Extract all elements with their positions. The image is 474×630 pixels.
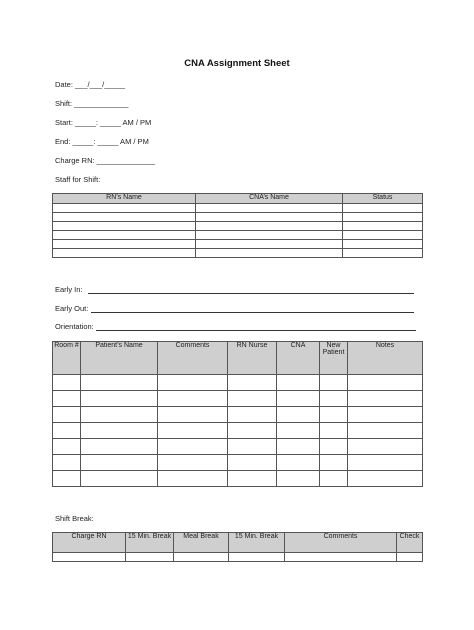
patient-cell[interactable] <box>277 375 320 391</box>
staff-cell[interactable] <box>196 222 343 231</box>
patient-cell[interactable] <box>81 455 158 471</box>
staff-row <box>53 231 423 240</box>
patient-cell[interactable] <box>158 455 228 471</box>
staff-row <box>53 249 423 258</box>
patient-cell[interactable] <box>228 439 277 455</box>
patient-cell[interactable] <box>228 375 277 391</box>
patient-cell[interactable] <box>348 423 423 439</box>
patient-cell[interactable] <box>348 375 423 391</box>
patient-row <box>53 471 423 487</box>
staff-cell[interactable] <box>53 231 196 240</box>
break-header-charge-rn: Charge RN <box>53 533 126 553</box>
patient-cell[interactable] <box>158 423 228 439</box>
staff-cell[interactable] <box>53 249 196 258</box>
staff-cell[interactable] <box>343 213 423 222</box>
patient-cell[interactable] <box>53 455 81 471</box>
break-cell[interactable] <box>174 553 229 562</box>
patient-cell[interactable] <box>53 439 81 455</box>
staff-cell[interactable] <box>196 213 343 222</box>
patient-header-room: Room # <box>53 342 81 375</box>
break-table <box>52 532 423 562</box>
patient-cell[interactable] <box>53 423 81 439</box>
staff-cell[interactable] <box>343 231 423 240</box>
break-row <box>53 553 423 562</box>
patient-cell[interactable] <box>320 439 348 455</box>
patient-table <box>52 341 423 487</box>
start-time-field[interactable]: Start: _____: _____ AM / PM <box>55 118 152 127</box>
staff-cell[interactable] <box>343 240 423 249</box>
patient-cell[interactable] <box>81 407 158 423</box>
staff-row <box>53 213 423 222</box>
patient-cell[interactable] <box>277 407 320 423</box>
staff-cell[interactable] <box>343 204 423 213</box>
staff-row <box>53 222 423 231</box>
staff-header-cna-name: CNA’s Name <box>196 194 343 204</box>
patient-cell[interactable] <box>81 471 158 487</box>
break-header-15-min-break-1: 15 Min. Break <box>126 533 174 553</box>
patient-row <box>53 423 423 439</box>
staff-cell[interactable] <box>343 222 423 231</box>
staff-cell[interactable] <box>196 204 343 213</box>
patient-cell[interactable] <box>277 423 320 439</box>
shift-break-label: Shift Break: <box>55 514 94 523</box>
break-cell[interactable] <box>397 553 423 562</box>
patient-row <box>53 391 423 407</box>
early-out-label: Early Out: <box>55 304 89 313</box>
patient-cell[interactable] <box>228 391 277 407</box>
patient-header-rn-nurse: RN Nurse <box>228 342 277 375</box>
staff-cell[interactable] <box>196 240 343 249</box>
break-header-comments: Comments <box>285 533 397 553</box>
patient-cell[interactable] <box>158 391 228 407</box>
date-field[interactable]: Date: ___/___/_____ <box>55 80 126 89</box>
staff-row <box>53 204 423 213</box>
patient-row <box>53 455 423 471</box>
staff-cell[interactable] <box>196 231 343 240</box>
staff-cell[interactable] <box>53 213 196 222</box>
staff-for-shift-label: Staff for Shift: <box>55 175 101 184</box>
staff-table <box>52 193 423 258</box>
break-header-15-min-break-2: 15 Min. Break <box>229 533 285 553</box>
patient-header-name: Patient’s Name <box>81 342 158 375</box>
patient-cell[interactable] <box>81 375 158 391</box>
staff-header-rn-name: RN’s Name <box>53 194 196 204</box>
break-cell[interactable] <box>126 553 174 562</box>
patient-header-notes: Notes <box>348 342 423 375</box>
end-time-field[interactable]: End: _____: _____ AM / PM <box>55 137 149 146</box>
patient-cell[interactable] <box>277 455 320 471</box>
patient-cell[interactable] <box>228 407 277 423</box>
patient-cell[interactable] <box>228 471 277 487</box>
patient-cell[interactable] <box>53 391 81 407</box>
patient-cell[interactable] <box>348 407 423 423</box>
patient-cell[interactable] <box>320 391 348 407</box>
shift-field[interactable]: Shift: _____________ <box>55 99 129 108</box>
orientation-label: Orientation: <box>55 322 94 331</box>
patient-cell[interactable] <box>320 455 348 471</box>
patient-cell[interactable] <box>320 407 348 423</box>
patient-cell[interactable] <box>348 455 423 471</box>
early-in-line[interactable] <box>88 293 414 294</box>
staff-header-status: Status <box>343 194 423 204</box>
staff-cell[interactable] <box>343 249 423 258</box>
patient-row <box>53 407 423 423</box>
break-cell[interactable] <box>53 553 126 562</box>
patient-cell[interactable] <box>53 375 81 391</box>
patient-cell[interactable] <box>348 391 423 407</box>
patient-cell[interactable] <box>320 423 348 439</box>
patient-cell[interactable] <box>158 407 228 423</box>
patient-cell[interactable] <box>158 375 228 391</box>
patient-cell[interactable] <box>81 439 158 455</box>
staff-cell[interactable] <box>196 249 343 258</box>
patient-row <box>53 375 423 391</box>
page-title: CNA Assignment Sheet <box>184 58 290 69</box>
patient-header-comments: Comments <box>158 342 228 375</box>
break-cell[interactable] <box>285 553 397 562</box>
staff-cell[interactable] <box>53 240 196 249</box>
patient-cell[interactable] <box>158 471 228 487</box>
patient-cell[interactable] <box>81 423 158 439</box>
break-header-meal-break: Meal Break <box>174 533 229 553</box>
charge-rn-field[interactable]: Charge RN: ______________ <box>55 156 156 165</box>
patient-cell[interactable] <box>53 471 81 487</box>
patient-cell[interactable] <box>277 439 320 455</box>
staff-cell[interactable] <box>53 222 196 231</box>
patient-cell[interactable] <box>228 423 277 439</box>
patient-cell[interactable] <box>277 471 320 487</box>
patient-cell[interactable] <box>228 455 277 471</box>
patient-cell[interactable] <box>348 439 423 455</box>
staff-row <box>53 240 423 249</box>
patient-cell[interactable] <box>348 471 423 487</box>
break-cell[interactable] <box>229 553 285 562</box>
orientation-line[interactable] <box>96 330 416 331</box>
early-out-line[interactable] <box>91 312 414 313</box>
patient-cell[interactable] <box>320 375 348 391</box>
patient-header-new-patient: New Patient <box>320 342 348 375</box>
early-in-label: Early In: <box>55 285 83 294</box>
patient-cell[interactable] <box>81 391 158 407</box>
patient-cell[interactable] <box>53 407 81 423</box>
patient-header-cna: CNA <box>277 342 320 375</box>
patient-cell[interactable] <box>277 391 320 407</box>
patient-cell[interactable] <box>320 471 348 487</box>
patient-cell[interactable] <box>158 439 228 455</box>
break-header-check: Check <box>397 533 423 553</box>
staff-cell[interactable] <box>53 204 196 213</box>
patient-row <box>53 439 423 455</box>
